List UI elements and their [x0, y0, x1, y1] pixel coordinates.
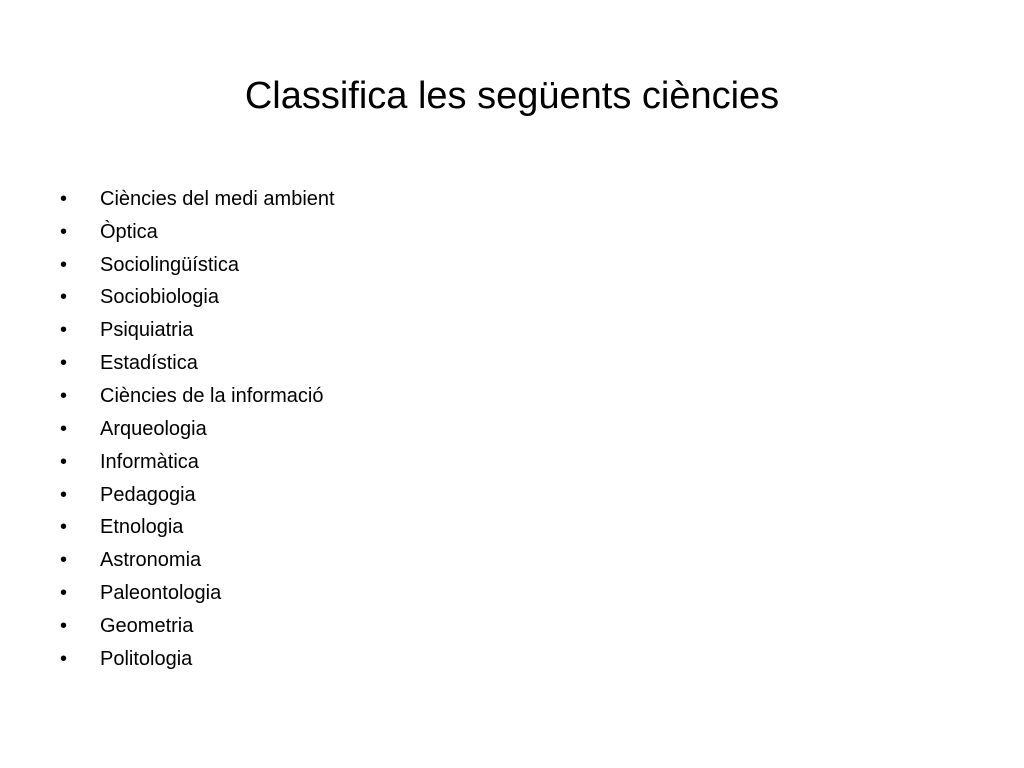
list-item-text: Sociolingüística: [100, 253, 239, 276]
list-item-text: Ciències de la informació: [100, 384, 324, 407]
list-item: [60, 314, 335, 347]
list-item-text: Psiquiatria: [100, 319, 194, 342]
list-item: [60, 577, 335, 610]
list-item: [60, 413, 335, 446]
list-item: [60, 610, 335, 643]
list-item-text: Paleontologia: [100, 582, 222, 605]
list-item-text: Arqueologia: [100, 417, 207, 440]
list-item-text: Astronomia: [100, 549, 202, 572]
bullet-icon: •: [60, 417, 68, 440]
bullet-icon: •: [60, 319, 68, 342]
bullet-icon: •: [60, 647, 68, 670]
bullet-icon: •: [60, 582, 68, 605]
bullet-icon: •: [60, 483, 68, 506]
list-item-text: Ciències del medi ambient: [100, 187, 335, 210]
list-item: [60, 446, 335, 479]
list-item: [60, 249, 335, 282]
list-item-text: Òptica: [100, 220, 158, 243]
list-item-text: Geometria: [100, 614, 194, 637]
slide-title: Classifica les següents ciències: [244, 75, 780, 117]
bullet-icon: •: [60, 549, 68, 572]
list-item-text: Informàtica: [100, 450, 199, 473]
bullet-icon: •: [60, 450, 68, 473]
list-item-text: Estadística: [100, 352, 198, 375]
list-item-text: Sociobiologia: [100, 286, 219, 309]
bullet-icon: •: [60, 352, 68, 375]
bullet-icon: •: [60, 286, 68, 309]
list-item: [60, 544, 335, 577]
list-item: [60, 347, 335, 380]
bullet-icon: •: [60, 187, 68, 210]
list-item: [60, 479, 335, 512]
bullet-icon: •: [60, 384, 68, 407]
bullet-list: [60, 183, 335, 676]
bullet-icon: •: [60, 516, 68, 539]
list-item: [60, 643, 335, 676]
bullet-icon: •: [60, 253, 68, 276]
list-item: [60, 183, 335, 216]
bullet-icon: •: [60, 614, 68, 637]
list-item-text: Politologia: [100, 647, 193, 670]
list-item: [60, 380, 335, 413]
list-item: [60, 282, 335, 315]
bullet-icon: •: [60, 220, 68, 243]
list-item-text: Pedagogia: [100, 483, 196, 506]
list-item: [60, 511, 335, 544]
list-item-text: Etnologia: [100, 516, 184, 539]
list-item: [60, 216, 335, 249]
